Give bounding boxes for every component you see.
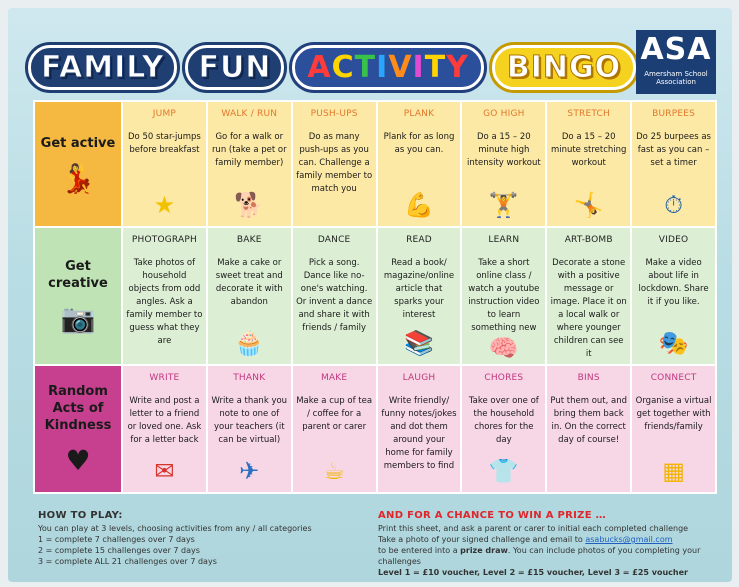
title-letter: T xyxy=(354,49,377,85)
challenge-title: BURPEES xyxy=(652,109,696,119)
logo-name-line1: Amersham School xyxy=(644,70,708,78)
flexed-arm-icon: 💪 xyxy=(404,191,434,219)
challenge-title: DANCE xyxy=(317,235,351,245)
dog-icon: 🐕 xyxy=(234,191,265,219)
how-to-play xyxy=(38,510,368,567)
bingo-cell xyxy=(547,366,630,492)
challenge-title: VIDEO xyxy=(658,235,689,245)
challenge-description: Go for a walk or run (take a pet or family member) xyxy=(211,132,287,168)
page-title xyxy=(28,42,628,92)
prize-line xyxy=(378,545,728,567)
category-label: Get creative xyxy=(48,259,108,291)
envelope-icon: ✉ xyxy=(154,457,175,485)
challenge-description: Do 50 star-jumps before breakfast xyxy=(128,132,201,155)
challenge-description: Do a 15 – 20 minute high intensity workout xyxy=(466,132,541,168)
title-word-fun: FUN xyxy=(185,45,284,90)
how-to-play-heading: HOW TO PLAY: xyxy=(38,510,123,521)
challenge-description: Make a cup of tea / coffee for a parent or carer xyxy=(296,396,373,432)
challenge-title: PUSH-UPS xyxy=(310,109,358,119)
bingo-cell xyxy=(208,102,291,226)
title-word-family: FAMILY xyxy=(28,45,177,90)
challenge-title: BINS xyxy=(577,373,600,383)
bingo-cell xyxy=(123,228,206,364)
prize-heading: AND FOR A CHANCE TO WIN A PRIZE … xyxy=(378,510,606,521)
challenge-description: Do as many push-ups as you can. Challenge a family member to match you xyxy=(296,132,373,194)
challenge-title: THANK xyxy=(233,373,266,383)
paper-plane-icon: ✈ xyxy=(239,457,260,485)
challenge-title: PHOTOGRAPH xyxy=(131,235,197,245)
bingo-sheet xyxy=(8,8,732,582)
how-to-play-line: 3 = complete ALL 21 challenges over 7 days xyxy=(38,557,217,566)
challenge-description: Take a short online class / watch a youtube instruction video to learn something new xyxy=(468,258,540,333)
title-letter: T xyxy=(424,49,447,85)
star-icon: ★ xyxy=(153,191,176,219)
challenge-description: Plank for as long as you can. xyxy=(383,132,455,155)
video-call-icon: ▦ xyxy=(662,457,685,485)
bingo-cell xyxy=(547,228,630,364)
camera-icon: 📷 xyxy=(60,302,96,335)
prize-line: Print this sheet, and ask a parent or carer to initial each completed challenge xyxy=(378,524,689,533)
challenge-title: WRITE xyxy=(149,373,180,383)
bingo-cell xyxy=(378,366,461,492)
laundry-icon: 👕 xyxy=(488,457,519,485)
challenge-title: PLANK xyxy=(403,109,435,119)
bingo-cell xyxy=(462,102,545,226)
bingo-cell xyxy=(378,102,461,226)
how-to-play-line: 1 = complete 7 challenges over 7 days xyxy=(38,535,195,544)
challenge-description: Organise a virtual get together with friends/family xyxy=(635,396,712,432)
bingo-cell xyxy=(462,228,545,364)
cupcake-icon: 🧁 xyxy=(234,329,265,357)
challenge-title: ART-BOMB xyxy=(564,235,613,245)
prize-draw-text: prize draw xyxy=(460,546,508,555)
challenge-title: WALK / RUN xyxy=(221,109,278,119)
weightlifter-icon: 🏋 xyxy=(488,191,519,219)
stretching-person-icon: 🤸 xyxy=(573,191,604,219)
challenge-description: Decorate a stone with a positive message or image. Place it on a local walk or where younger children can see it xyxy=(550,258,627,359)
title-word-bingo: BINGO xyxy=(492,45,636,90)
challenge-description: Take photos of household objects from odd angles. Ask a family member to guess what they are xyxy=(126,258,203,346)
category-label: Get active xyxy=(40,135,116,151)
challenge-title: CONNECT xyxy=(650,373,697,383)
logo-name-line2: Association xyxy=(656,78,696,86)
logo-mark: ASA xyxy=(640,32,712,67)
prize-line-text: . You can include photos of you completing your challenges xyxy=(378,546,701,566)
bingo-cell xyxy=(632,228,715,364)
how-to-play-line: You can play at 3 levels, choosing activities from any / all categories xyxy=(38,524,312,533)
challenge-description: Pick a song. Dance like no-one's watching. Or invent a dance and share it with friends / family xyxy=(296,258,373,333)
dancing-people-icon: 💃 xyxy=(60,161,96,195)
how-to-play-line: 2 = complete 15 challenges over 7 days xyxy=(38,546,200,555)
challenge-title: JUMP xyxy=(152,109,177,119)
bingo-grid xyxy=(33,100,717,494)
bingo-cell xyxy=(293,228,376,364)
prize-line-text: Take a photo of your signed challenge and email to xyxy=(378,535,586,544)
challenge-description: Read a book/ magazine/online article that sparks your interest xyxy=(383,258,455,320)
email-link[interactable]: asabucks@gmail.com xyxy=(585,535,673,544)
bingo-cell xyxy=(378,228,461,364)
title-letter: I xyxy=(376,49,389,85)
books-icon: 📚 xyxy=(404,329,434,357)
bingo-cell xyxy=(123,102,206,226)
bingo-cell xyxy=(123,366,206,492)
challenge-description: Write and post a letter to a friend or loved one. Ask for a letter back xyxy=(127,396,202,445)
challenge-title: CHORES xyxy=(484,373,524,383)
challenge-description: Make a video about life in lockdown. Share it if you like. xyxy=(638,258,709,307)
challenge-title: GO HIGH xyxy=(483,109,525,119)
bingo-cell xyxy=(632,366,715,492)
challenge-description: Put them out, and bring them back in. On the correct day of course! xyxy=(550,396,628,445)
bingo-cell xyxy=(293,102,376,226)
prize-line-text: to be entered into a xyxy=(378,546,461,555)
challenge-description: Do 25 burpees as fast as you can – set a timer xyxy=(636,132,711,168)
bingo-cell xyxy=(208,366,291,492)
challenge-title: LAUGH xyxy=(402,373,436,383)
challenge-title: MAKE xyxy=(320,373,348,383)
prize-line xyxy=(378,534,728,545)
mug-icon: ☕ xyxy=(323,457,345,485)
title-letter: I xyxy=(412,49,425,85)
title-word-activity xyxy=(292,45,483,90)
challenge-description: Write friendly/ funny notes/jokes and dot them around your home for family members to find xyxy=(381,396,457,471)
asa-logo xyxy=(636,30,716,94)
brain-head-icon: 🧠 xyxy=(488,334,519,362)
prize-section xyxy=(378,510,728,578)
bingo-cell xyxy=(632,102,715,226)
category-label: Random Acts of Kindness xyxy=(44,383,112,433)
category-cell xyxy=(35,228,121,364)
challenge-title: READ xyxy=(406,235,432,245)
bingo-cell xyxy=(208,228,291,364)
category-cell xyxy=(35,102,121,226)
challenge-description: Write a thank you note to one of your teachers (it can be virtual) xyxy=(211,396,288,445)
bingo-cell xyxy=(462,366,545,492)
title-letter: A xyxy=(307,49,332,85)
challenge-title: STRETCH xyxy=(567,109,610,119)
prize-levels: Level 1 = £10 voucher, Level 2 = £15 voucher, Level 3 = £25 voucher xyxy=(378,568,688,577)
title-letter: V xyxy=(388,49,413,85)
challenge-title: BAKE xyxy=(236,235,262,245)
challenge-description: Take over one of the household chores for the day xyxy=(468,396,539,445)
heart-icon: ♥ xyxy=(65,443,91,477)
challenge-description: Make a cake or sweet treat and decorate it with abandon xyxy=(215,258,283,307)
stopwatch-icon: ⏱ xyxy=(664,191,683,219)
bingo-cell xyxy=(547,102,630,226)
theatre-masks-icon: 🎭 xyxy=(658,329,689,357)
category-cell xyxy=(35,366,121,492)
bingo-cell xyxy=(293,366,376,492)
title-letter: C xyxy=(331,49,355,85)
title-letter: Y xyxy=(446,49,469,85)
challenge-description: Do a 15 – 20 minute stretching workout xyxy=(550,132,627,168)
challenge-title: LEARN xyxy=(488,235,520,245)
